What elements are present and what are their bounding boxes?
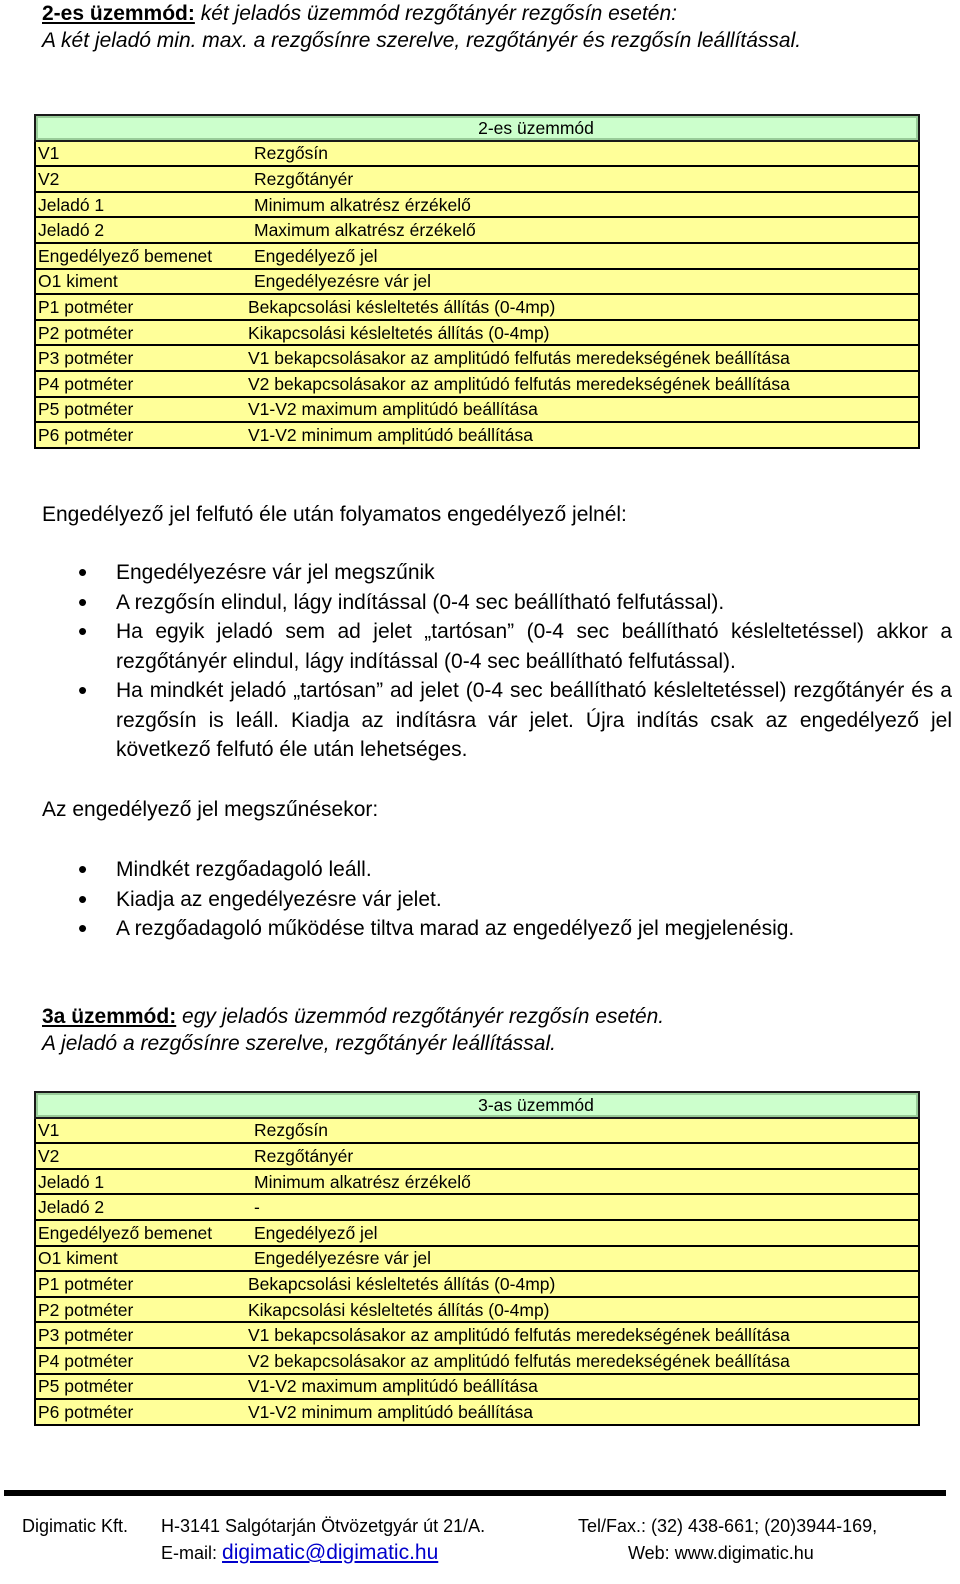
row-key: P3 potméter	[35, 1322, 248, 1348]
bullets-enable	[42, 558, 952, 765]
table-row	[35, 1246, 919, 1272]
table-row	[35, 243, 919, 269]
row-value: Rezgőtányér	[248, 1143, 919, 1169]
table-row	[35, 1118, 919, 1144]
row-value: Bekapcsolási késleltetés állítás (0-4mp)	[248, 1271, 919, 1297]
section3-subtitle: A jeladó a rezgősínre szerelve, rezgőtányér leállítással.	[42, 1032, 556, 1055]
row-value: Kikapcsolási késleltetés állítás (0-4mp)	[248, 1297, 919, 1323]
row-value: Engedélyezésre vár jel	[248, 269, 919, 295]
row-key: O1 kiment	[35, 269, 248, 295]
row-key: P6 potméter	[35, 1399, 248, 1425]
row-value: Bekapcsolási késleltetés állítás (0-4mp)	[248, 294, 919, 320]
row-key: V2	[35, 1143, 248, 1169]
row-value: Minimum alkatrész érzékelő	[248, 1169, 919, 1195]
footer-web[interactable]: www.digimatic.hu	[674, 1543, 814, 1563]
para-enable-rising-edge: Engedélyező jel felfutó éle után folyamatos engedélyező jelnél:	[42, 503, 627, 526]
row-value: V1 bekapcsolásakor az amplitúdó felfutás meredekségének beállítása	[248, 1322, 919, 1348]
row-value: Engedélyezésre vár jel	[248, 1246, 919, 1272]
section2-title-rest: két jeladós üzemmód rezgőtányér rezgősín esetén:	[194, 2, 677, 25]
footer-divider	[4, 1490, 946, 1496]
footer-email-label: E-mail:	[161, 1543, 218, 1563]
table-row	[35, 1374, 919, 1400]
mode2-table	[34, 114, 920, 449]
list-item: • A rezgőadagoló működése tiltva marad az engedélyező jel megjelenésig.	[42, 914, 952, 944]
row-key: P6 potméter	[35, 422, 248, 448]
table-row	[35, 217, 919, 243]
table-row	[35, 1399, 919, 1425]
bullets-disable	[42, 855, 952, 944]
row-key: Engedélyező bemenet	[35, 1220, 248, 1246]
table-row	[35, 294, 919, 320]
table-row	[35, 1194, 919, 1220]
footer-phone: Tel/Fax.: (32) 438-661; (20)3944-169,	[578, 1516, 878, 1536]
row-value: V1-V2 minimum amplitúdó beállítása	[248, 422, 919, 448]
row-key: P1 potméter	[35, 294, 248, 320]
table-row	[35, 1143, 919, 1169]
row-value: Minimum alkatrész érzékelő	[248, 192, 919, 218]
row-value: Engedélyező jel	[248, 1220, 919, 1246]
row-value: V1-V2 maximum amplitúdó beállítása	[248, 1374, 919, 1400]
mode3-table-header: 3-as üzemmód	[35, 1092, 919, 1118]
row-value: Engedélyező jel	[248, 243, 919, 269]
list-item: • Ha egyik jeladó sem ad jelet „tartósan” (0-4 sec beállítható késleltetéssel) akkor a rezgőtányér elindul, lágy indítással (0-4 sec beállítható felfutással).	[42, 617, 952, 676]
table-row	[35, 1322, 919, 1348]
row-key: O1 kiment	[35, 1246, 248, 1272]
row-value: V2 bekapcsolásakor az amplitúdó felfutás meredekségének beállítása	[248, 371, 919, 397]
table-row	[35, 269, 919, 295]
section2-heading	[42, 0, 952, 54]
table-row	[35, 1348, 919, 1374]
row-key: Jeladó 1	[35, 1169, 248, 1195]
section3-title-rest: egy jeladós üzemmód rezgőtányér rezgősín esetén.	[176, 1005, 665, 1028]
list-item: • Kiadja az engedélyezésre vár jelet.	[42, 885, 952, 915]
table-row	[35, 1271, 919, 1297]
row-key: P5 potméter	[35, 397, 248, 423]
row-key: P2 potméter	[35, 1297, 248, 1323]
row-key: V1	[35, 1118, 248, 1144]
list-item: • Ha mindkét jeladó „tartósan” ad jelet (0-4 sec beállítható késleltetéssel) rezgőtányér és a rezgősín is leáll. Kiadja az indításra vár jelet. Újra indítás csak az engedélyező jel következő felfutó éle után lehetséges.	[42, 676, 952, 765]
row-value: Rezgősín	[248, 1118, 919, 1144]
table-row	[35, 1169, 919, 1195]
table-row	[35, 345, 919, 371]
para-enable-ends: Az engedélyező jel megszűnésekor:	[42, 798, 379, 821]
table-row	[35, 1297, 919, 1323]
table-row	[35, 166, 919, 192]
footer-email-link[interactable]: digimatic@digimatic.hu	[222, 1541, 439, 1564]
row-value: Rezgőtányér	[248, 166, 919, 192]
row-value: V1-V2 maximum amplitúdó beállítása	[248, 397, 919, 423]
row-key: Engedélyező bemenet	[35, 243, 248, 269]
section3-title-label: 3a üzemmód:	[42, 1005, 177, 1028]
section3-heading	[42, 1003, 664, 1057]
row-key: Jeladó 2	[35, 217, 248, 243]
row-value: Rezgősín	[248, 141, 919, 167]
table-row	[35, 192, 919, 218]
footer-company: Digimatic Kft.	[22, 1516, 129, 1536]
row-key: P1 potméter	[35, 1271, 248, 1297]
table-row	[35, 397, 919, 423]
row-key: P2 potméter	[35, 320, 248, 346]
row-key: P4 potméter	[35, 1348, 248, 1374]
row-value: V1 bekapcsolásakor az amplitúdó felfutás meredekségének beállítása	[248, 345, 919, 371]
section2-title-label: 2-es üzemmód:	[42, 2, 195, 25]
row-key: Jeladó 1	[35, 192, 248, 218]
table-row	[35, 422, 919, 448]
row-value: V1-V2 minimum amplitúdó beállítása	[248, 1399, 919, 1425]
list-item: • Mindkét rezgőadagoló leáll.	[42, 855, 952, 885]
row-value: Kikapcsolási késleltetés állítás (0-4mp)	[248, 320, 919, 346]
row-key: V2	[35, 166, 248, 192]
row-key: P3 potméter	[35, 345, 248, 371]
table-row	[35, 371, 919, 397]
footer-email-row	[161, 1542, 438, 1564]
footer-web-label: Web:	[628, 1543, 670, 1563]
list-item: • A rezgősín elindul, lágy indítással (0-4 sec beállítható felfutással).	[42, 588, 952, 618]
section2-subtitle: A két jeladó min. max. a rezgősínre szerelve, rezgőtányér és rezgősín leállítással.	[42, 29, 802, 52]
mode3-table	[34, 1091, 920, 1426]
row-value: -	[248, 1194, 919, 1220]
row-key: P4 potméter	[35, 371, 248, 397]
table-row	[35, 320, 919, 346]
table-row	[35, 141, 919, 167]
list-item: • Engedélyezésre vár jel megszűnik	[42, 558, 952, 588]
row-value: V2 bekapcsolásakor az amplitúdó felfutás meredekségének beállítása	[248, 1348, 919, 1374]
footer-address: H-3141 Salgótarján Ötvözetgyár út 21/A.	[161, 1516, 486, 1536]
table-row	[35, 1220, 919, 1246]
row-key: Jeladó 2	[35, 1194, 248, 1220]
row-key: V1	[35, 141, 248, 167]
row-key: P5 potméter	[35, 1374, 248, 1400]
mode2-table-header: 2-es üzemmód	[35, 115, 919, 141]
row-value: Maximum alkatrész érzékelő	[248, 217, 919, 243]
footer-web-row	[628, 1542, 814, 1564]
